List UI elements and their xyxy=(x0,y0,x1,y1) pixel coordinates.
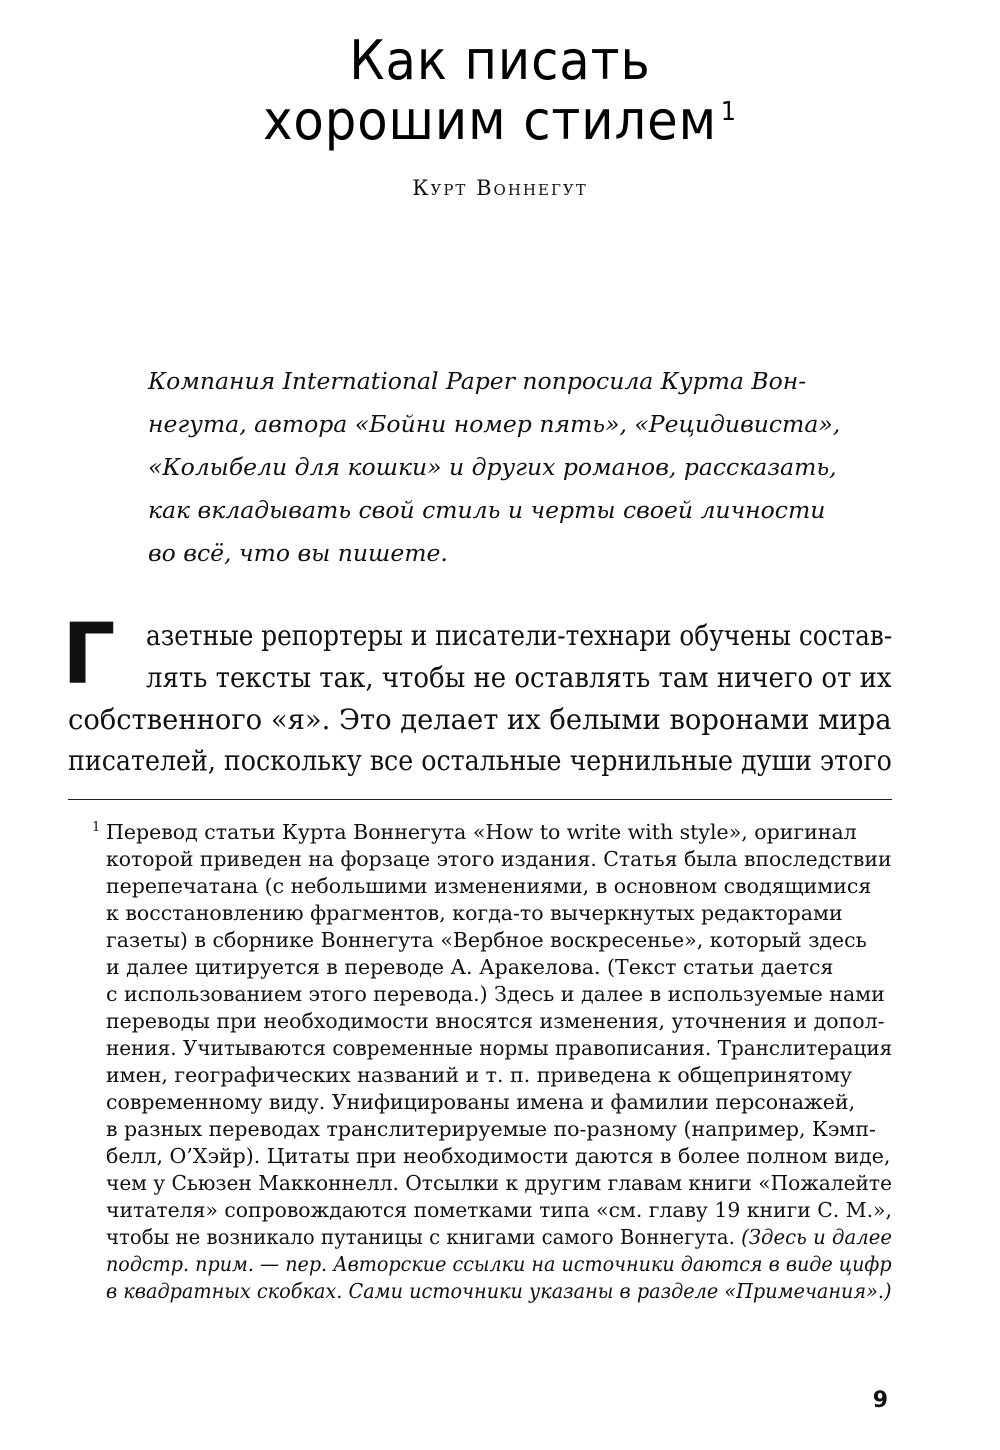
body-line: азетные репортеры и писатели-технари обучены состав- xyxy=(146,619,893,652)
lead-line: Компания International Paper попросила Курта Вон- xyxy=(148,367,807,395)
footnote-line: в разных переводах транслитерируемые по-разному (например, Кэмп- xyxy=(106,1117,876,1141)
footnote-divider xyxy=(68,799,892,800)
lead-line: «Колыбели для кошки» и других романов, рассказать, xyxy=(148,453,837,481)
lead-line: во всё, что вы пишете. xyxy=(148,539,448,567)
footnote-line: переводы при необходимости вносятся изменения, уточнения и допол- xyxy=(106,1009,885,1033)
body-line: писателей, поскольку все остальные чернильные души этого xyxy=(68,744,892,777)
footnote-line: имен, географических названий и т. п. приведена к общепринятому xyxy=(106,1063,852,1087)
footnote-line: чем у Сьюзен Макконнелл. Отсылки к другим главам книги «Пожалейте xyxy=(106,1171,892,1195)
footnote-line-italic: (Здесь и далее xyxy=(741,1225,893,1249)
footnote-line: Перевод статьи Курта Воннегута «How to write with style», оригинал xyxy=(106,820,857,844)
lead-line: как вкладывать свой стиль и черты своей личности xyxy=(148,496,826,524)
footnote-line: подстр. прим. — пер. Авторские ссылки на источники даются в виде цифр xyxy=(106,1252,892,1276)
page-title-line-2 xyxy=(40,89,960,152)
drop-cap: Г xyxy=(62,605,116,703)
body-line: собственного «я». Это делает их белыми воронами мира xyxy=(68,703,892,736)
footnote-line: перепечатана (с небольшими изменениями, в основном сводящимися xyxy=(106,874,872,898)
footnote-number: 1 xyxy=(92,820,101,835)
page-number: 9 xyxy=(872,1388,888,1413)
author-name: Курт Воннегут xyxy=(412,176,588,200)
footnote-line: которой приведен на форзаце этого издания. Статья была впоследствии xyxy=(106,847,892,871)
footnote-line: читателя» сопровождаются пометками типа «см. главу 19 книги С. М.», xyxy=(106,1198,892,1222)
lead-line: негута, автора «Бойни номер пять», «Рецидивиста», xyxy=(148,410,841,438)
body-line: лять тексты так, чтобы не оставлять там ничего от их xyxy=(146,661,892,694)
footnote-line: нения. Учитываются современные нормы правописания. Транслитерация xyxy=(106,1036,893,1060)
footnote-line: белл, О’Хэйр). Цитаты при необходимости даются в более полном виде, xyxy=(106,1144,891,1168)
footnote-line: с использованием этого перевода.) Здесь и далее в используемые нами xyxy=(106,982,885,1006)
page-title-line-1: Как писать xyxy=(349,29,651,92)
title-footnote-mark[interactable]: 1 xyxy=(720,97,737,127)
footnote-line: и далее цитируется в переводе А. Аракелова. (Текст статьи дается xyxy=(106,955,834,979)
footnote-line xyxy=(106,1227,892,1248)
footnote-line: современному виду. Унифицированы имена и фамилии персонажей, xyxy=(106,1090,856,1114)
footnote-line: газеты) в сборнике Воннегута «Вербное воскресенье», который здесь xyxy=(106,928,867,952)
page-title-line-2-text: хорошим стилем xyxy=(263,89,718,152)
footnote-line: к восстановлению фрагментов, когда-то вычеркнутых редакторами xyxy=(106,901,843,925)
footnote-line-text: чтобы не возникало путаницы с книгами самого Воннегута. xyxy=(106,1225,735,1249)
footnote-line: в квадратных скобках. Сами источники указаны в разделе «Примечания».) xyxy=(106,1279,892,1303)
